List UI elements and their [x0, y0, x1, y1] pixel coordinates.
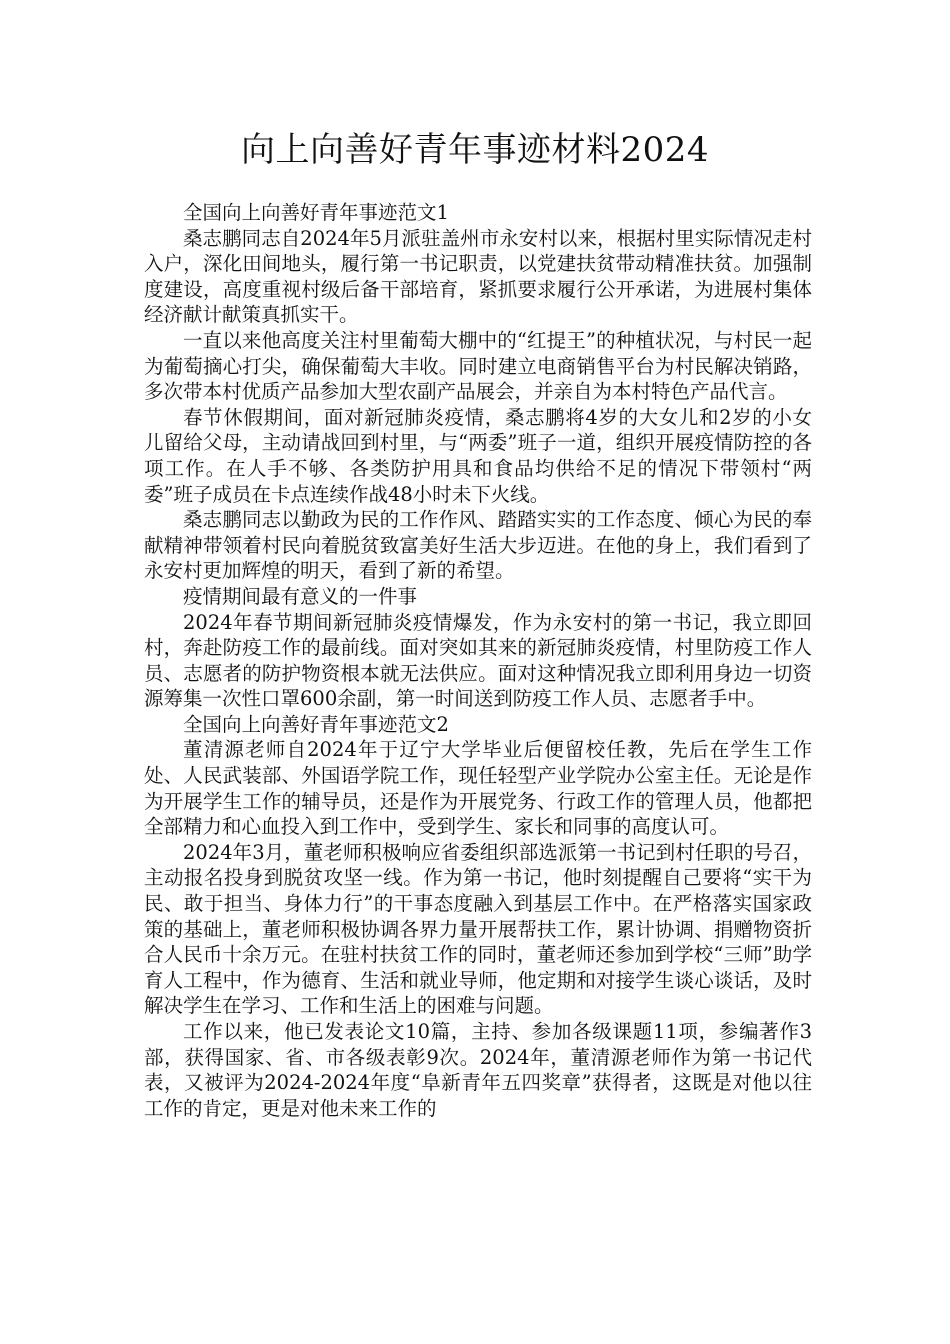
body-paragraph: 桑志鹏同志以勤政为民的工作作风、踏踏实实的工作态度、倾心为民的奉献精神带领着村民向着脱贫致富美好生活大步迈进。在他的身上，我们看到了永安村更加辉煌的明天，看到了新的希望。: [144, 508, 812, 583]
body-paragraph: 春节休假期间，面对新冠肺炎疫情，桑志鹏将4岁的大女儿和2岁的小女儿留给父母，主动请战回到村里，与“两委”班子一道，组织开展疫情防控的各项工作。在人手不够、各类防护用具和食品均供给不足的情况下带领村“两委”班子成员在卡点连续作战48小时未下火线。: [144, 405, 812, 506]
body-paragraph: 董清源老师自2024年于辽宁大学毕业后便留校任教，先后在学生工作处、人民武装部、外国语学院工作，现任轻型产业学院办公室主任。无论是作为开展学生工作的辅导员，还是作为开展党务、行政工作的管理人员，他都把全部精力和心血投入到工作中，受到学生、家长和同事的高度认可。: [144, 738, 812, 839]
body-paragraph: 一直以来他高度关注村里葡萄大棚中的“红提王”的种植状况，与村民一起为葡萄摘心打尖，确保葡萄大丰收。同时建立电商销售平台为村民解决销路，多次带本村优质产品参加大型农副产品展会，并亲自为本村特色产品代言。: [144, 328, 812, 404]
section-heading: 全国向上向善好青年事迹范文1: [183, 201, 449, 224]
body-paragraph: 2024年春节期间新冠肺炎疫情爆发，作为永安村的第一书记，我立即回村，奔赴防疫工作的最前线。面对突如其来的新冠肺炎疫情，村里防疫工作人员、志愿者的防护物资根本就无法供应。面对这种情况我立即利用身边一切资源筹集一次性口罩600余副，第一时间送到防疫工作人员、志愿者手中。: [144, 610, 812, 711]
document-body: [144, 200, 812, 1121]
section-heading: 疫情期间最有意义的一件事: [183, 584, 418, 608]
document-title: 向上向善好青年事迹材料2024: [240, 130, 710, 170]
body-paragraph: 工作以来，他已发表论文10篇，主持、参加各级课题11项，参编著作3部，获得国家、省、市各级表彰9次。2024年，董清源老师作为第一书记代表，又被评为2024-2024年度“阜新青年五四奖章”获得者，这既是对他以往工作的肯定，更是对他未来工作的: [144, 1020, 812, 1120]
body-paragraph: 2024年3月，董老师积极响应省委组织部选派第一书记到村任职的号召，主动报名投身到脱贫攻坚一线。作为第一书记，他时刻提醒自己要将“实干为民、敢于担当、身体力行”的干事态度融入到基层工作中。在严格落实国家政策的基础上，董老师积极协调各界力量开展帮扶工作，累计协调、捐赠物资折合人民币十余万元。在驻村扶贫工作的同时，董老师还参加到学校“三师”助学育人工程中，作为德育、生活和就业导师，他定期和对接学生谈心谈话，及时解决学生在学习、工作和生活上的困难与问题。: [144, 840, 812, 1018]
section-heading: 全国向上向善好青年事迹范文2: [183, 712, 449, 736]
body-paragraph: 桑志鹏同志自2024年5月派驻盖州市永安村以来，根据村里实际情况走村入户，深化田间地头，履行第一书记职责，以党建扶贫带动精准扶贫。加强制度建设，高度重视村级后备干部培育，紧抓要求履行公开承诺，为进展村集体经济献计献策真抓实干。: [144, 226, 812, 327]
